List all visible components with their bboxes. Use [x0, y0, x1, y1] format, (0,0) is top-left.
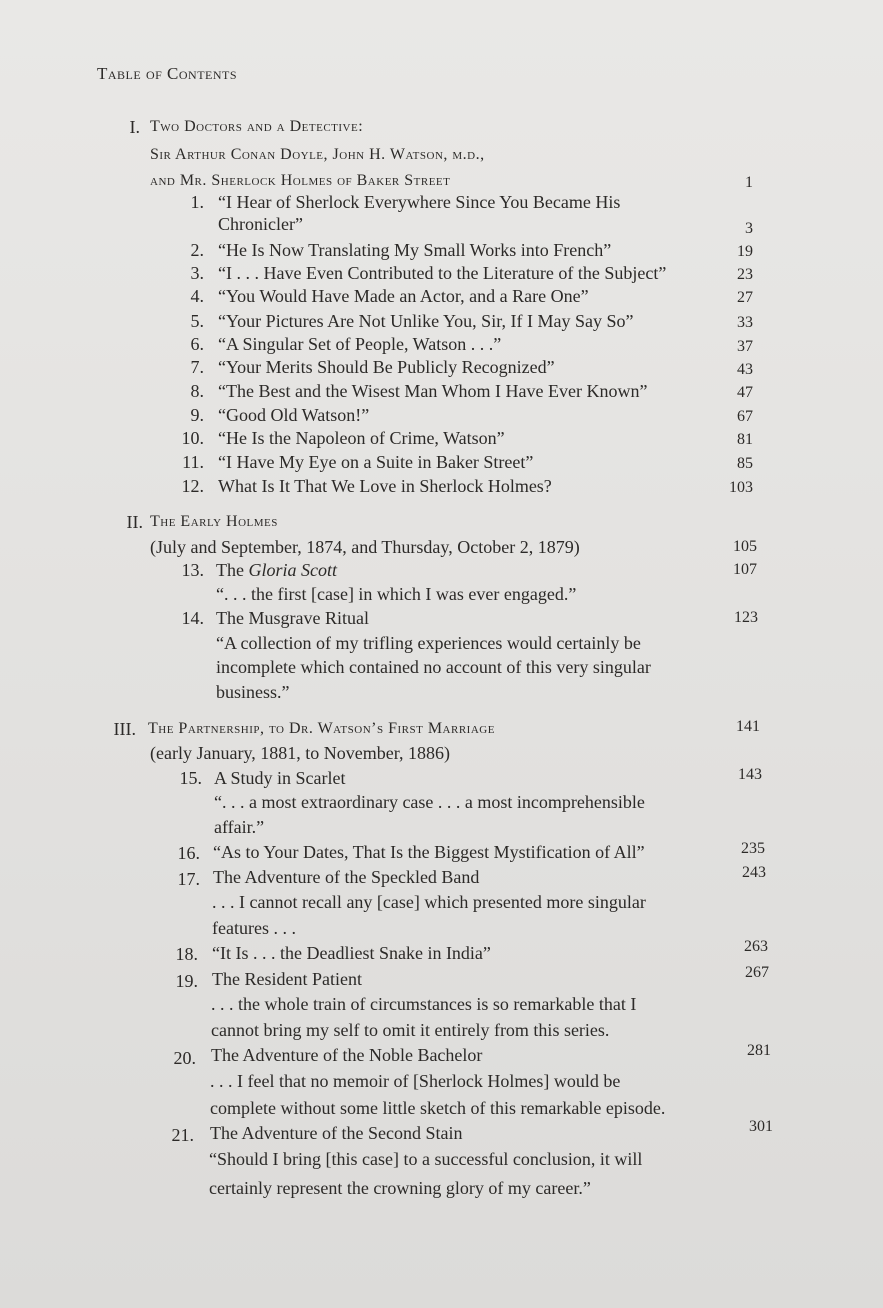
chapter-number: 17. [177, 869, 200, 889]
chapter-page: 235 [741, 840, 765, 857]
chapter-number: 19. [175, 971, 198, 991]
chapter-title: “As to Your Dates, That Is the Biggest Mystification of All” [213, 842, 645, 862]
chapter-number: 1. [190, 192, 204, 212]
chapter-page: 43 [737, 361, 753, 378]
chapter-title: “Your Merits Should Be Publicly Recognized” [218, 357, 555, 377]
part-3-page: 141 [736, 718, 760, 735]
chapter-page: 243 [742, 864, 766, 881]
part-3-numeral: III. [113, 719, 136, 739]
chapter-epigraph: business.” [216, 682, 290, 702]
chapter-page: 281 [747, 1042, 771, 1059]
chapter-number: 8. [190, 381, 204, 401]
chapter-title: “I . . . Have Even Contributed to the Literature of the Subject” [218, 263, 667, 283]
chapter-page: 301 [749, 1118, 773, 1135]
chapter-title [216, 559, 337, 581]
chapter-title: A Study in Scarlet [214, 768, 346, 788]
chapter-title-continued: Chronicler” [218, 214, 303, 234]
chapter-epigraph: affair.” [214, 817, 265, 837]
chapter-title: What Is It That We Love in Sherlock Holmes? [218, 476, 552, 496]
chapter-epigraph: . . . I feel that no memoir of [Sherlock Holmes] would be [210, 1071, 621, 1091]
part-2-numeral: II. [126, 512, 143, 532]
part-2-title: The Early Holmes [150, 513, 278, 530]
chapter-title: “Your Pictures Are Not Unlike You, Sir, If I May Say So” [218, 311, 634, 331]
chapter-title: “Good Old Watson!” [218, 405, 370, 425]
chapter-title: “The Best and the Wisest Man Whom I Have Ever Known” [218, 381, 648, 401]
chapter-page: 27 [737, 289, 753, 306]
chapter-epigraph: “. . . a most extraordinary case . . . a most incomprehensible [214, 792, 645, 812]
chapter-epigraph: “A collection of my trifling experiences would certainly be [216, 633, 641, 653]
part-2-dates: (July and September, 1874, and Thursday, October 2, 1879) [150, 537, 580, 557]
chapter-title-italic: Gloria Scott [248, 560, 337, 580]
chapter-title-text: The [216, 560, 249, 580]
chapter-epigraph: certainly represent the crowning glory of my career.” [209, 1178, 591, 1198]
chapter-title: “It Is . . . the Deadliest Snake in India” [212, 943, 491, 963]
chapter-epigraph: “. . . the first [case] in which I was ever engaged.” [216, 584, 577, 604]
chapter-title: The Resident Patient [212, 969, 362, 989]
chapter-number: 11. [182, 452, 204, 472]
chapter-page: 23 [737, 266, 753, 283]
chapter-number: 2. [190, 240, 204, 260]
chapter-number: 15. [179, 768, 202, 788]
chapter-epigraph: incomplete which contained no account of this very singular [216, 657, 651, 677]
chapter-number: 14. [181, 608, 204, 628]
chapter-number: 18. [175, 944, 198, 964]
part-3-dates: (early January, 1881, to November, 1886) [150, 743, 451, 763]
chapter-epigraph: complete without some little sketch of this remarkable episode. [210, 1098, 666, 1118]
chapter-title: “A Singular Set of People, Watson . . .” [218, 334, 502, 354]
chapter-number: 13. [181, 560, 204, 580]
chapter-title: The Musgrave Ritual [216, 608, 369, 628]
chapter-title: The Adventure of the Speckled Band [213, 867, 480, 887]
chapter-number: 10. [181, 428, 204, 448]
chapter-title: “He Is Now Translating My Small Works into French” [218, 240, 612, 260]
chapter-title: “I Have My Eye on a Suite in Baker Street” [218, 452, 534, 472]
chapter-page: 103 [729, 479, 753, 496]
chapter-epigraph: . . . I cannot recall any [case] which presented more singular [212, 892, 646, 912]
chapter-number: 6. [190, 334, 204, 354]
chapter-number: 5. [190, 311, 204, 331]
chapter-page: 3 [745, 220, 753, 237]
chapter-page: 85 [737, 455, 753, 472]
chapter-number: 7. [190, 357, 204, 377]
chapter-epigraph: features . . . [212, 918, 296, 938]
chapter-page: 37 [737, 338, 753, 355]
chapter-epigraph: “Should I bring [this case] to a successful conclusion, it will [209, 1149, 643, 1169]
chapter-epigraph: . . . the whole train of circumstances is so remarkable that I [211, 994, 637, 1014]
chapter-number: 16. [177, 843, 200, 863]
part-1-subtitle-1: Sir Arthur Conan Doyle, John H. Watson, m.d., [150, 146, 485, 163]
part-1-title: Two Doctors and a Detective: [150, 118, 364, 135]
part-3-title: The Partnership, to Dr. Watson’s First Marriage [148, 720, 495, 737]
chapter-number: 12. [181, 476, 204, 496]
chapter-title: The Adventure of the Noble Bachelor [211, 1045, 483, 1065]
chapter-number: 3. [190, 263, 204, 283]
chapter-page: 263 [744, 938, 768, 955]
chapter-number: 20. [173, 1048, 196, 1068]
chapter-title: The Adventure of the Second Stain [210, 1123, 463, 1143]
chapter-title: “He Is the Napoleon of Crime, Watson” [218, 428, 505, 448]
part-2-page: 105 [733, 538, 757, 555]
chapter-page: 107 [733, 561, 757, 578]
chapter-title: “You Would Have Made an Actor, and a Rare One” [218, 286, 589, 306]
chapter-page: 143 [738, 766, 762, 783]
chapter-page: 81 [737, 431, 753, 448]
chapter-epigraph: cannot bring my self to omit it entirely from this series. [211, 1020, 610, 1040]
part-1-numeral: I. [129, 117, 140, 137]
chapter-number: 4. [190, 286, 204, 306]
page-heading: Table of Contents [97, 64, 238, 83]
chapter-page: 47 [737, 384, 753, 401]
chapter-number: 21. [171, 1125, 194, 1145]
chapter-title: “I Hear of Sherlock Everywhere Since You Became His [218, 192, 621, 212]
part-1-page: 1 [745, 174, 753, 191]
part-1-subtitle-2: and Mr. Sherlock Holmes of Baker Street [150, 172, 451, 189]
chapter-page: 123 [734, 609, 758, 626]
chapter-page: 33 [737, 314, 753, 331]
chapter-page: 67 [737, 408, 753, 425]
chapter-number: 9. [190, 405, 204, 425]
chapter-page: 19 [737, 243, 753, 260]
chapter-page: 267 [745, 964, 769, 981]
